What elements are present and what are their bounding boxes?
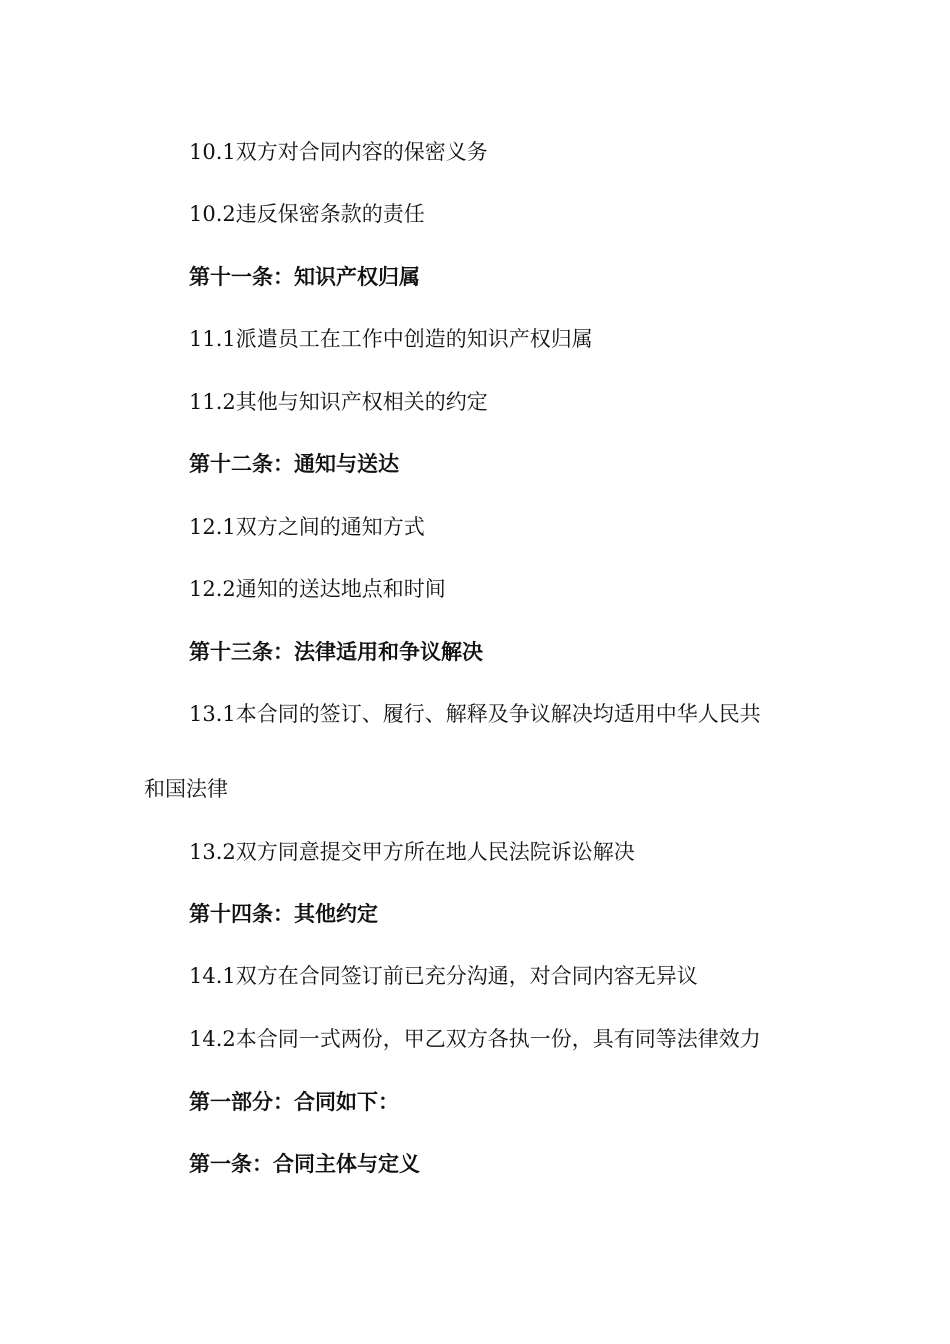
clause-12-2: 12.2通知的送达地点和时间 [189, 577, 446, 601]
article-11-heading: 第十一条：知识产权归属 [189, 265, 420, 289]
article-12-heading: 第十二条：通知与送达 [189, 452, 399, 476]
clause-14-2: 14.2本合同一式两份，甲乙双方各执一份，具有同等法律效力 [189, 1027, 761, 1051]
clause-11-2: 11.2其他与知识产权相关的约定 [189, 390, 488, 414]
article-14-heading: 第十四条：其他约定 [189, 902, 378, 926]
clause-10-2: 10.2违反保密条款的责任 [189, 202, 425, 226]
clause-13-2: 13.2双方同意提交甲方所在地人民法院诉讼解决 [189, 840, 635, 864]
clause-12-1: 12.1双方之间的通知方式 [189, 515, 425, 539]
part-1-heading: 第一部分：合同如下： [189, 1090, 399, 1114]
article-13-heading: 第十三条：法律适用和争议解决 [189, 640, 483, 664]
clause-13-1: 13.1本合同的签订、履行、解释及争议解决均适用中华人民共 [189, 702, 761, 726]
clause-14-1: 14.1双方在合同签订前已充分沟通，对合同内容无异议 [189, 964, 698, 988]
clause-11-1: 11.1派遣员工在工作中创造的知识产权归属 [189, 327, 593, 351]
clause-10-1: 10.1双方对合同内容的保密义务 [189, 140, 488, 164]
article-1-heading: 第一条：合同主体与定义 [189, 1152, 420, 1176]
clause-13-1-continuation: 和国法律 [144, 777, 228, 801]
